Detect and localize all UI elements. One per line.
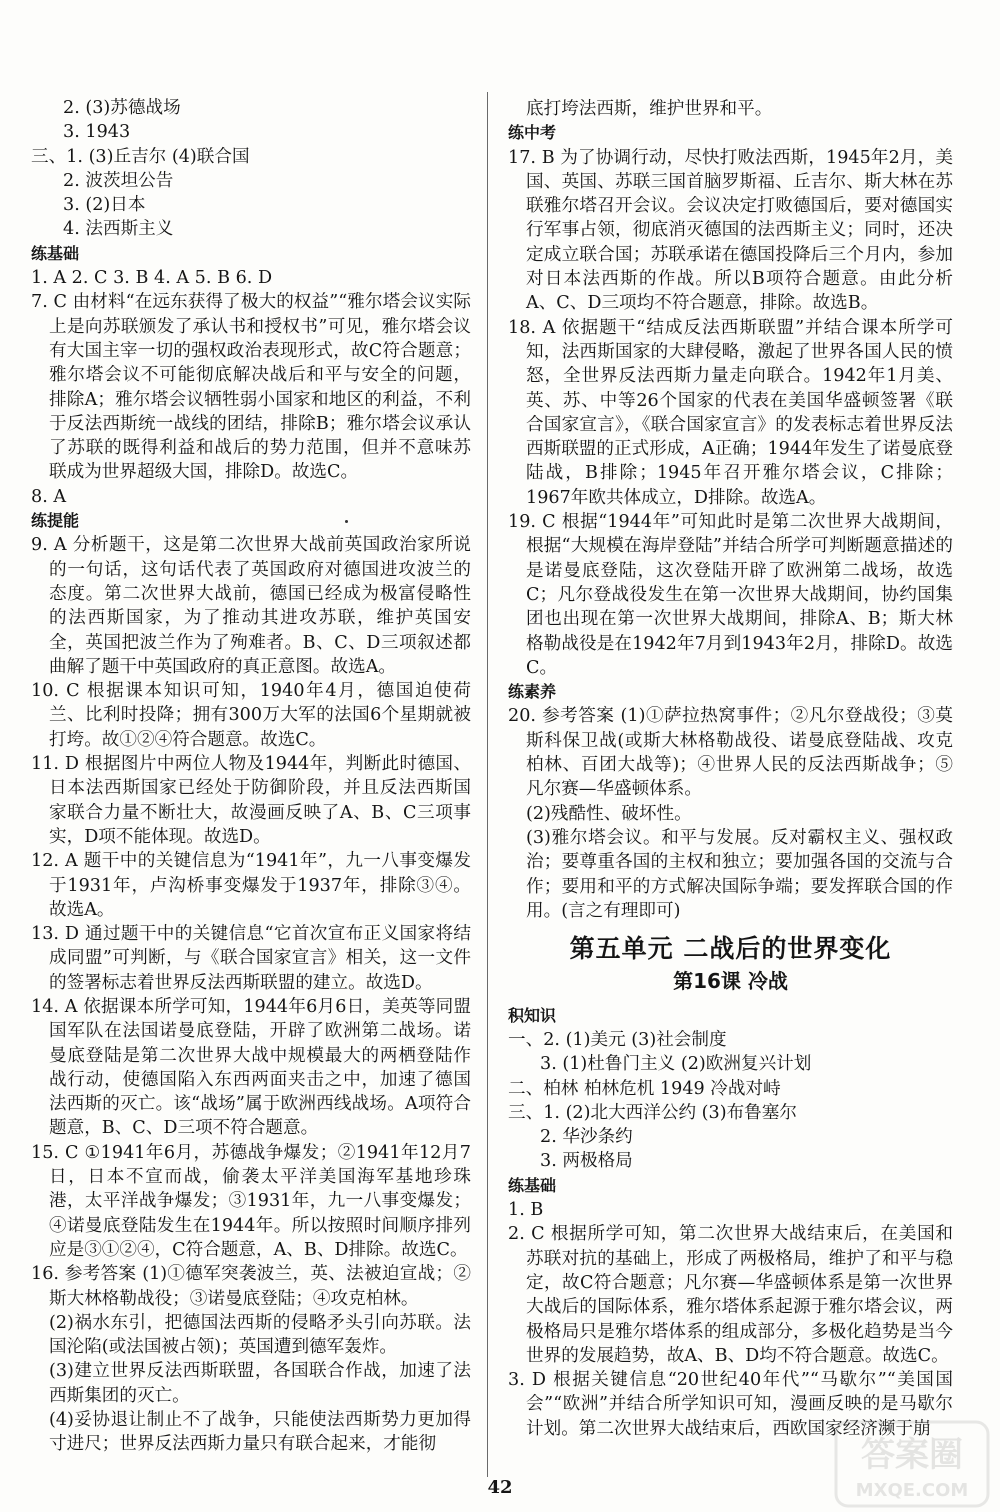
answer-item: 20. 参考答案 (1)①萨拉热窝事件；②凡尔登战役；③莫斯科保卫战(或斯大林格勒战役、诺曼底登陆战、攻克柏林、百团大战等)；④世界人民的反法西斯战争；⑤凡尔赛—华盛顿体系。 <box>508 706 953 800</box>
unit-title: 第五单元 二战后的世界变化 <box>569 934 892 964</box>
answer-line: 三、1. (3)丘吉尔 (4)联合国 <box>31 146 250 167</box>
answer-continuation: (2)残酷性、破坏性。 <box>526 803 692 824</box>
answer-item: 2. C 根据所学可知，第二次世界大战结束后，在美国和苏联对抗的基础上，形成了两极格局，维护了和平与稳定，故C符合题意；凡尔赛—华盛顿体系是第一次世界大战后的国际体系，雅尔塔体系起源于雅尔塔会议，两极格局只是雅尔塔体系的组成部分，多极化趋势是当今世界的发展趋势，故A、B、D均不符合题意。故选C。 <box>508 1224 953 1366</box>
answer-line: 8. A <box>31 486 67 507</box>
answer-item: 16. 参考答案 (1)①德军突袭波兰，英、法被迫宣战；②斯大林格勒战役；③诺曼底登陆；④攻克柏林。 <box>31 1264 471 1309</box>
answer-item: 3. D 根据关键信息“20世纪40年代”“马歇尔”“美国国会”“欧洲”并结合所学知识可知，漫画反映的是马歇尔计划。第二次世界大战结束后，西欧国家经济濒于崩 <box>508 1370 953 1439</box>
right-column <box>508 97 953 1441</box>
answer-subline: 3. (1)杜鲁门主义 (2)欧洲复兴计划 <box>540 1054 812 1075</box>
answer-item: 14. A 依据课本所学可知，1944年6月6日，美英等同盟国军队在法国诺曼底登陆，开辟了欧洲第二战场。诺曼底登陆是第二次世界大战中规模最大的两栖登陆作战行动，使德国陷入东西两面夹击之中，加速了德国法西斯的灭亡。该“战场”属于欧洲西线战场。A项符合题意，B、C、D三项不符合题意。 <box>31 996 471 1139</box>
answer-item: 15. C ①1941年6月，苏德战争爆发；②1941年12月7日，日本不宣而战，偷袭太平洋美国海军基地珍珠港，太平洋战争爆发；③1931年，九一八事变爆发；④诺曼底登陆发生在1944年。所以按照时间顺序排列应是③①②④，C符合题意，A、B、D排除。故选C。 <box>31 1142 471 1260</box>
left-column <box>31 96 471 1457</box>
answer-item: 18. A 依据题干“结成反法西斯联盟”并结合课本所学可知，法西斯国家的大肆侵略，激起了世界各国人民的愤怒，全世界反法西斯力量走向联合。1942年1月美、英、苏、中等26个国家的代表在美国华盛顿签署《联合国家宣言》，《联合国家宣言》的发表标志着世界反法西斯联盟的正式形成，A正确；1944年发生了诺曼底登陆战，B排除；1945年召开雅尔塔会议，C排除；1967年欧共体成立，D排除。故选A。 <box>508 317 953 508</box>
watermark-logo <box>832 1418 992 1510</box>
section-heading: 练素养 <box>508 682 557 702</box>
answer-item: 10. C 根据课本知识可知，1940年4月，德国迫使荷兰、比利时投降；拥有300万大军的法国6个星期就被打垮。故①②④符合题意。故选C。 <box>31 681 471 750</box>
answer-subline: 2. (3)苏德战场 <box>63 98 181 118</box>
svg-text:答案圈: 答案圈 <box>861 1435 963 1475</box>
answer-subline: 2. 华沙条约 <box>540 1127 633 1148</box>
answer-item: 13. D 通过题干中的关键信息“它首次宣布正义国家将结成同盟”可判断，与《联合国家宣言》相关，这一文件的签署标志着世界反法西斯联盟的建立。故选D。 <box>31 924 471 993</box>
answer-line: 二、柏林 柏林危机 1949 冷战对峙 <box>508 1078 781 1099</box>
answer-line: 1. B <box>508 1200 544 1221</box>
section-heading: 练基础 <box>31 243 80 263</box>
answer-subline: 3. 两极格局 <box>540 1151 633 1172</box>
answer-item: 17. B 为了协调行动，尽快打败法西斯，1945年2月，美国、英国、苏联三国首脑罗斯福、丘吉尔、斯大林在苏联雅尔塔召开会议。会议决定打败德国后，要对德国实行军事占领，彻底消灭德国的法西斯主义；同时，还决定成立联合国；苏联承诺在德国投降后三个月内，参加对日本法西斯的作战。所以B项符合题意。由此分析A、C、D三项均不符合题意，排除。故选B。 <box>508 147 953 314</box>
answer-line: 三、1. (2)北大西洋公约 (3)布鲁塞尔 <box>508 1102 797 1123</box>
column-divider <box>487 92 488 1477</box>
section-heading: 练提能 <box>31 511 80 531</box>
answer-item: 12. A 题干中的关键信息为“1941年”，九一八事变爆发于1931年，卢沟桥事变爆发于1937年，排除③④。故选A。 <box>31 851 471 920</box>
answer-continuation: (3)建立世界反法西斯联盟，各国联合作战，加速了法西斯集团的灭亡。 <box>49 1361 471 1406</box>
answer-subline: 2. 波茨坦公告 <box>63 170 174 191</box>
stray-dot <box>345 520 348 523</box>
answer-continuation: (3)雅尔塔会议。和平与发展。反对霸权主义、强权政治；要尊重各国的主权和独立；要加强各国的交流与合作；要用和平的方式解决国际争端；要发挥联合国的作用。(言之有理即可) <box>526 827 953 921</box>
lesson-title: 第16课 冷战 <box>673 969 788 994</box>
section-heading: 积知识 <box>508 1005 557 1025</box>
answer-item: 7. C 由材料“在远东获得了极大的权益”“雅尔塔会议实际上是向苏联颁发了承认书和授权书”可见，雅尔塔会议有大国主宰一切的强权政治表现形式，故C符合题意；雅尔塔会议不可能彻底解决战后和平与安全的问题，排除A；雅尔塔会议牺牲弱小国家和地区的利益，不利于反法西斯统一战线的团结，排除B；雅尔塔会议承认了苏联的既得利益和战后的势力范围，但并不意味苏联成为世界超级大国，排除D。故选C。 <box>31 292 471 483</box>
answer-item: 11. D 根据图片中两位人物及1944年，判断此时德国、日本法西斯国家已经处于防御阶段，并且反法西斯国家联合力量不断壮大，故漫画反映了A、B、C三项事实，D项不能体现。故选D。 <box>31 754 471 847</box>
answer-subline: 4. 法西斯主义 <box>63 219 174 240</box>
page-number: 42 <box>487 1477 513 1498</box>
answer-line: 1. A 2. C 3. B 4. A 5. B 6. D <box>31 268 273 289</box>
answer-line: 一、2. (1)美元 (3)社会制度 <box>508 1029 727 1050</box>
answer-continuation: 底打垮法西斯，维护世界和平。 <box>526 99 773 119</box>
section-heading: 练中考 <box>508 123 557 143</box>
answer-subline: 3. (2)日本 <box>63 195 146 216</box>
section-heading: 练基础 <box>508 1175 557 1195</box>
answer-subline: 3. 1943 <box>63 122 131 143</box>
answer-continuation: (4)妥协退让制止不了战争，只能使法西斯势力更加得寸进尺；世界反法西斯力量只有联合起来，才能彻 <box>49 1410 471 1455</box>
answer-item: 9. A 分析题干，这是第二次世界大战前英国政治家所说的一句话，这句话代表了英国政府对德国进攻波兰的态度。第二次世界大战前，德国已经成为极富侵略性的法西斯国家，为了推动其进攻苏联，维护英国安全，英国把波兰作为了殉难者。B、C、D三项叙述都曲解了题干中英国政府的真正意图。故选A。 <box>31 535 471 677</box>
answer-continuation: (2)祸水东引，把德国法西斯的侵略矛头引向苏联。法国沦陷(或法国被占领)；英国遭到德军轰炸。 <box>49 1312 471 1358</box>
answer-item: 19. C 根据“1944年”可知此时是第二次世界大战期间，根据“大规模在海岸登陆”并结合所学可判断题意描述的是诺曼底登陆，这次登陆开辟了欧洲第二战场，故选C；凡尔登战役发生在第一次世界大战期间，协约国集团也出现在第一次世界大战期间，排除A、B；斯大林格勒战役是在1942年7月到1943年2月，排除D。故选C。 <box>508 512 953 678</box>
svg-text:MXQE.COM: MXQE.COM <box>855 1480 969 1501</box>
